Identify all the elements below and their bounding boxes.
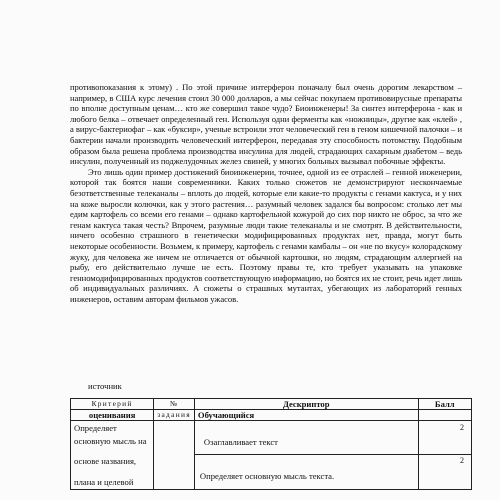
descriptor-1: Озаглавливает текст — [203, 437, 278, 447]
criteria-line: Определяет — [74, 423, 117, 433]
task-number-cell — [154, 421, 195, 490]
score-divider — [419, 454, 471, 455]
student-subheader — [194, 410, 418, 421]
criteria-cell — [71, 421, 154, 490]
score-subheader — [418, 410, 471, 421]
criteria-header — [71, 399, 154, 410]
score-cell — [418, 421, 471, 490]
student-label: Обучающийся — [197, 410, 255, 420]
paragraph-1: противопоказания к этому) . По этой причине интерферон поначалу был очень дорогим лекарством – например, в США курс лечения стоил 30 000 долларов, а мы сейчас покупаем противовирусные препараты по вполне доступным ценам… кто же совершил такое чудо? Биоинженеры! За синтез интерферона - как и любого белка – отвечает определенный ген. Используя одни ферменты как «ножницы», другие как «клей» , а вирус-бактериофаг – как «буксир», ученые встроили этот человеческий ген в геном кишечной палочки – и бактерии начали производить человеческий интерферон, передавая эту способность потомству. Подобным образом была решена проблема производства инсулина для людей, страдающих сахарным диабетом – ведь инсулин, полученный из поджелудочных желез свиней, у многих больных вызывал побочные эффекты. — [70, 82, 462, 167]
rubric-header-row — [71, 399, 472, 410]
task-number-header — [154, 399, 195, 410]
task-subheader — [154, 410, 195, 421]
criteria-line: основе названия, — [74, 456, 137, 466]
descriptor-cell — [194, 421, 418, 490]
criteria-header-bottom: оценивания — [88, 410, 136, 420]
criteria-header-top: Критерий — [91, 399, 133, 408]
task-header-top: № — [169, 399, 179, 408]
source-label: источник — [88, 381, 122, 391]
rubric-subheader-row — [71, 410, 472, 421]
assessment-rubric-table — [70, 398, 472, 490]
rubric-body-row — [71, 421, 472, 490]
paragraph-2: Это лишь один пример достижений биоинженерии, точнее, одной из ее отраслей – генной инженерии, которой так боятся наши современники. Каких только сюжетов не демонстрируют нескончаемые безответственные телеканалы – вплоть до людей, которые ели какие-то продукты с генами кактуса, и у них на коже выросли колючки, как у этого растения… разумный человек задался бы вопросом: столько лет мы едим картофель со всеми его генами – однако картофельной кожурой до сих пор никто не оброс, за что же генам кактуса такая честь? Впрочем, разумные люди такие телеканалы и не смотрят. В действительности, ничего особенно страшного в генетически модифицированных продуктах нет, правда, могут быть некоторые особенности. Возьмем, к примеру, картофель с генами камбалы – он «не по вкусу» колорадскому жуку, для человека же ничем не отличается от обычной картошки, но людям, страдающим аллергией на рыбу, его действительно лучше не есть. Поэтому правы те, кто требует указывать на упаковке генномодифицированных продуктов соответствующую информацию, но боятся их не стоит, речь идет лишь об индивидуальных различиях. А сюжеты о страшных мутантах, убегающих из лабораторий генных инженеров, оставим авторам фильмов ужасов. — [70, 166, 462, 304]
score-2: 2 — [460, 456, 464, 465]
descriptor-header — [194, 399, 418, 410]
score-header — [418, 399, 471, 410]
descriptor-header-label: Дескриптор — [282, 399, 330, 409]
descriptor-2: Определяет основную мысль текста. — [199, 471, 335, 481]
article-text — [70, 82, 462, 304]
task-header-bottom: задания — [157, 410, 191, 419]
descriptor-divider — [195, 454, 418, 455]
score-header-label: Балл — [434, 399, 455, 409]
criteria-line: плана и целевой — [74, 476, 134, 487]
score-1: 2 — [460, 423, 464, 432]
criteria-line: основную мысль на — [74, 435, 147, 446]
criteria-subheader — [71, 410, 154, 421]
